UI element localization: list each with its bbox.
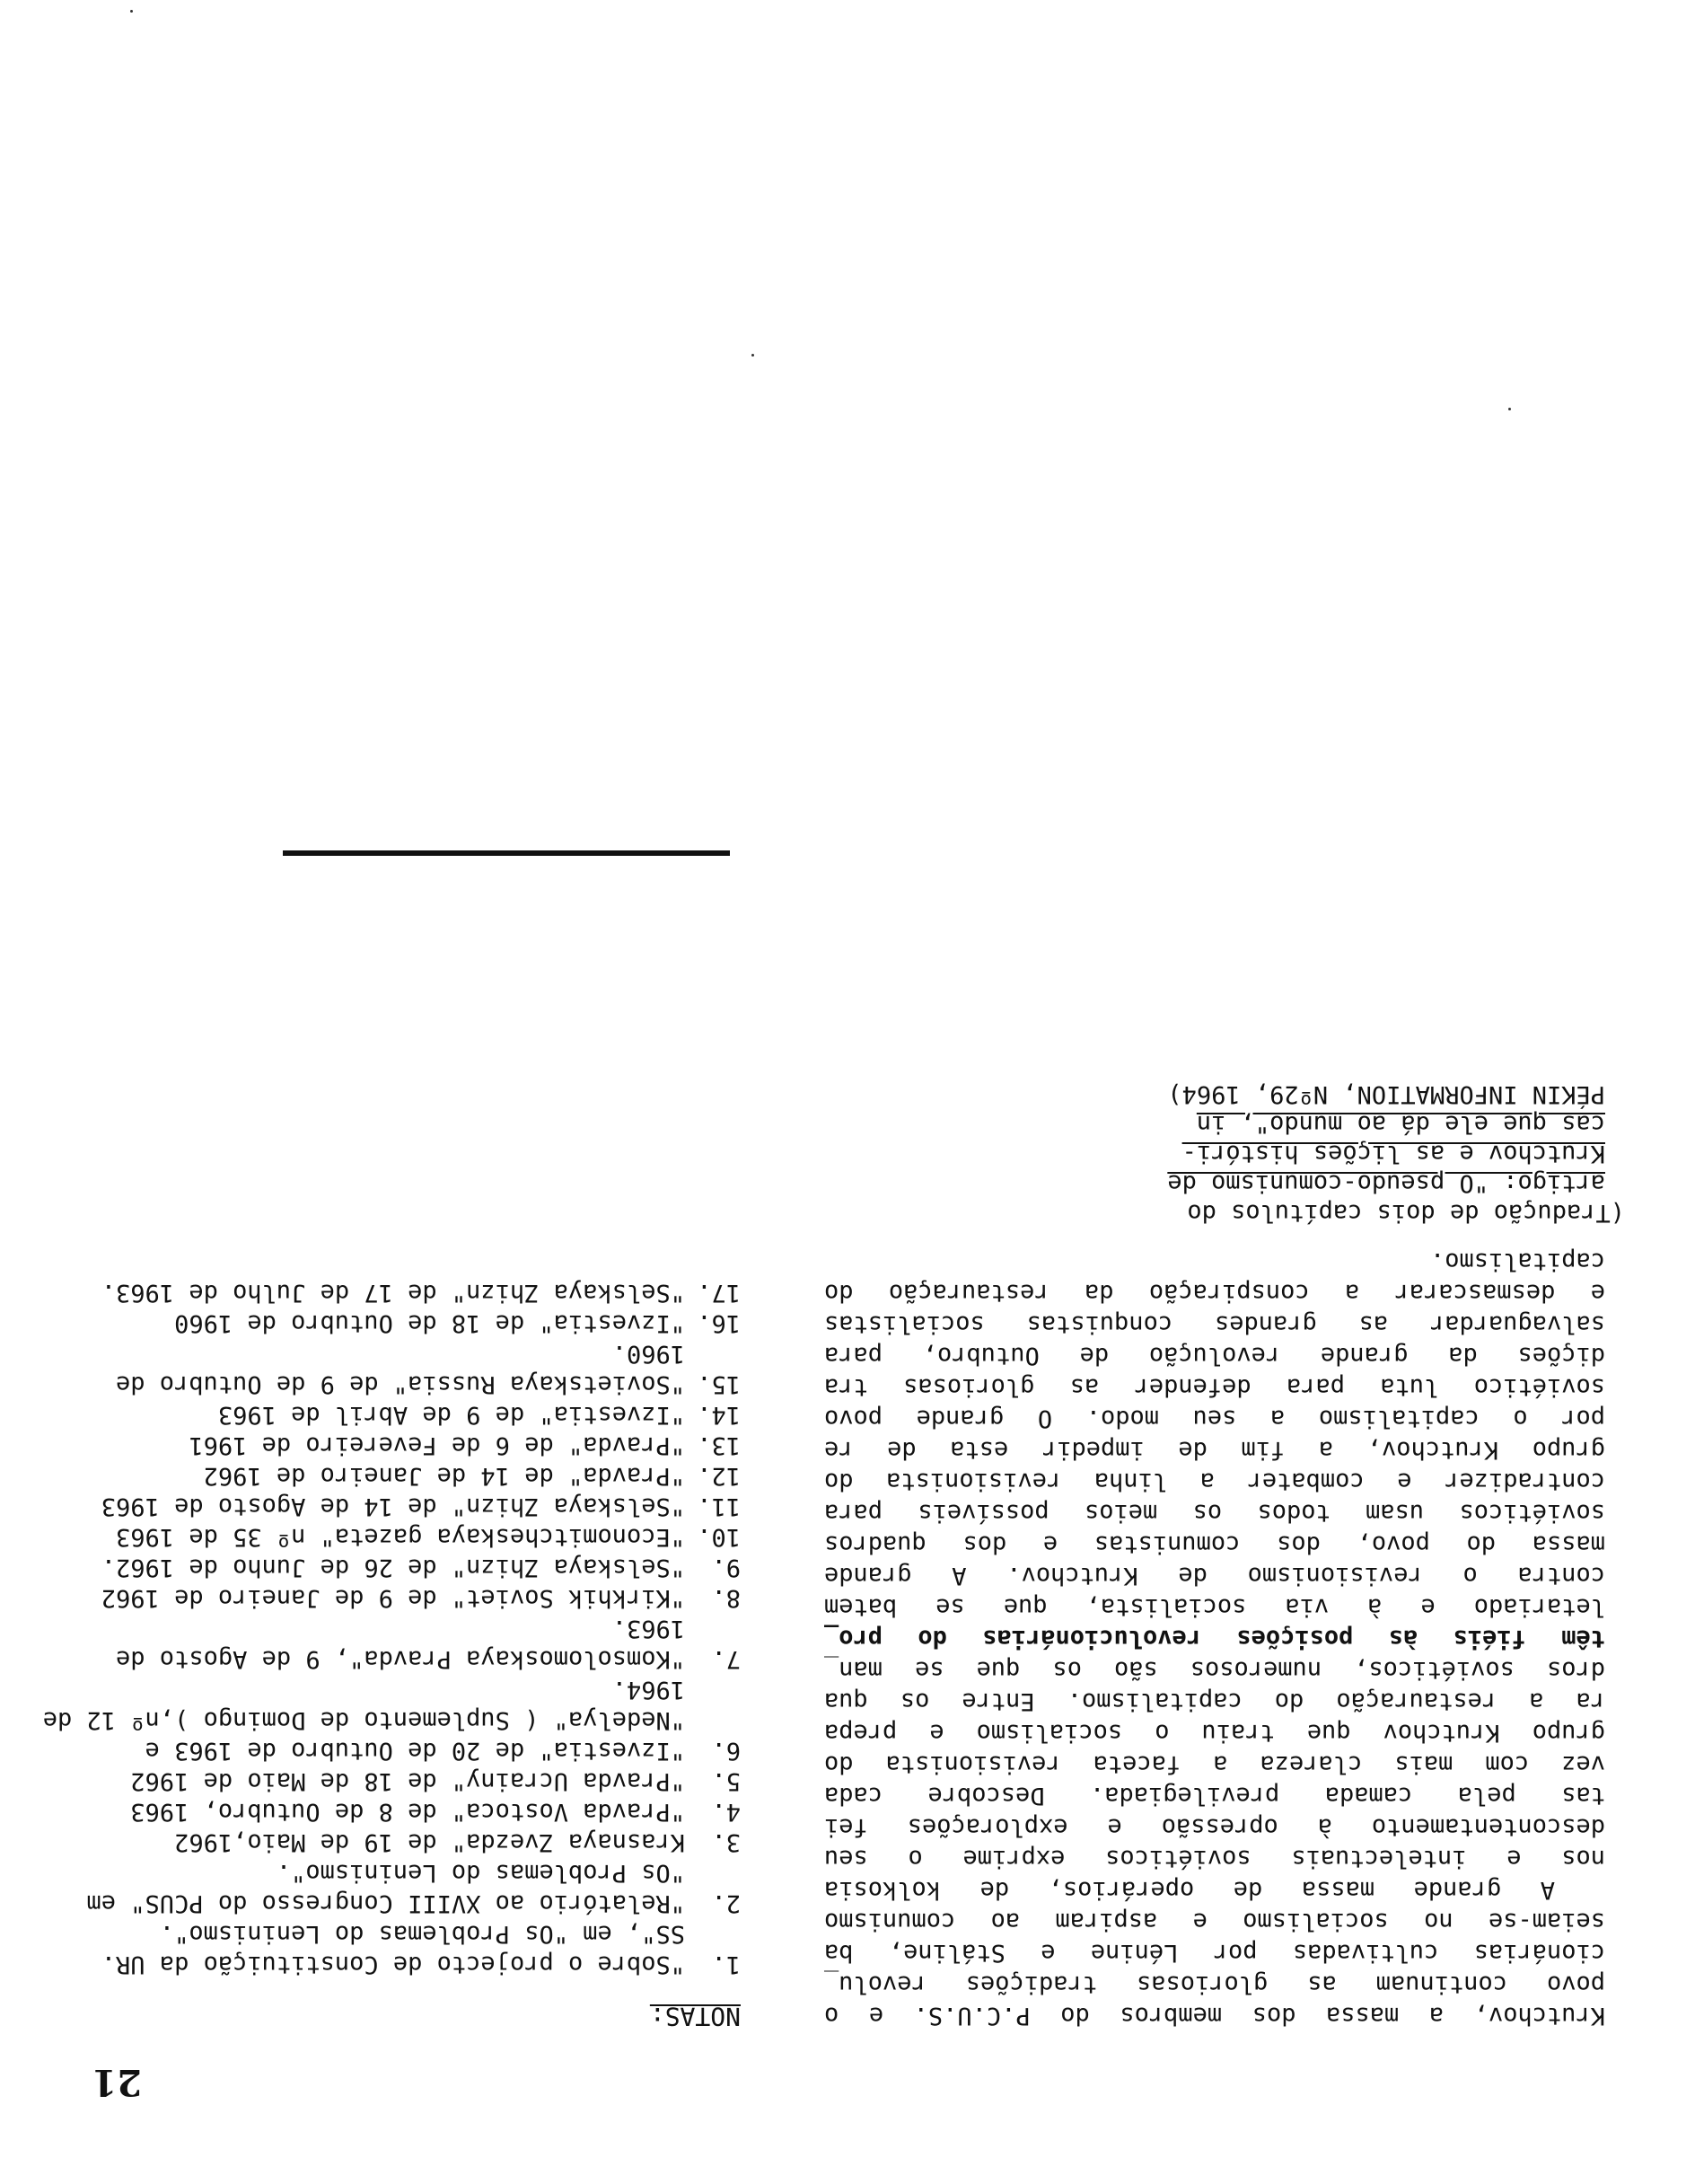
note-number: 8.	[711, 1584, 741, 1612]
note-number: 17.	[697, 1279, 741, 1307]
notes-list	[40, 1277, 741, 1979]
note-item	[40, 1552, 741, 1582]
note-item	[40, 1857, 741, 1918]
note-text: "Pravda Vostoca" de 8 de Outubro, 1963	[130, 1798, 685, 1826]
note-number: 10.	[697, 1523, 741, 1551]
note-text: "Izvestia" de 18 de Outubro de 1960	[174, 1309, 685, 1337]
text-line: soviéticos usam todos os meios possíveis para	[824, 1499, 1605, 1527]
note-text: Krasnaya Zvezda" de 19 de Maio,1962	[174, 1828, 685, 1856]
text-line: têm fiéis às posições revolucionárias do pro_	[824, 1625, 1605, 1652]
note-number: 4.	[711, 1798, 741, 1826]
text-line: A grande massa de operários, de kolkosia	[824, 1876, 1555, 1904]
text-line: ra a restauração do capitalismo. Entre os qua	[824, 1687, 1605, 1715]
text-line: cionárias cultivadas por Lénine e Stáline, ba	[824, 1939, 1605, 1967]
text-line: dições da grande revolução de Outubro, para	[824, 1342, 1605, 1369]
scan-speck	[1508, 408, 1511, 410]
note-number: 11.	[697, 1493, 741, 1520]
note-number: 12.	[697, 1462, 741, 1490]
notes-heading: NOTAS:	[649, 2002, 741, 2031]
notes-column	[40, 1277, 741, 2031]
note-text: "Kirkhik Soviet" de 9 de Janeiro de 1962	[101, 1584, 685, 1612]
text-line: e desmascarar a conspiração da restauração do	[824, 1279, 1605, 1307]
note-number: 14.	[697, 1401, 741, 1429]
text-line: vez com mais clareza a faceta revisionista do	[824, 1750, 1605, 1778]
scan-speck	[751, 354, 754, 357]
note-item	[40, 1399, 741, 1430]
text-line: Krutchov, a massa dos membros do P.C.U.S. e o	[824, 2002, 1605, 2030]
note-item	[40, 1308, 741, 1338]
note-item	[40, 1338, 741, 1399]
text-line: grupo Krutchov que traiu o socialismo e prepa	[824, 1719, 1605, 1747]
note-text: "Izvestia" de 9 de Abril de 1963	[217, 1401, 685, 1429]
note-item	[40, 1918, 741, 1979]
note-text: "Komsolomoskaya Pravda", 9 de Agosto de 1963.	[116, 1615, 685, 1673]
note-number: 1.	[711, 1951, 741, 1978]
text-line: descontentamento à opressão e explorações fei	[824, 1813, 1605, 1841]
note-line: artigo: "O pseudo-comunismo de	[1167, 1169, 1605, 1197]
text-line: contradizer e combater a linha revisionista do	[824, 1467, 1605, 1495]
note-text: "Izvestia" de 20 de Outubro de 1963 e "Nedelya" ( Suplemento de Domingo ),nº 12 de 1964.	[42, 1676, 685, 1765]
note-item	[40, 1491, 741, 1521]
note-line: (Tradução de dois capítulos do	[1187, 1199, 1625, 1227]
text-line: salvaguardar as grandes conquistas socialistas	[824, 1310, 1605, 1338]
text-line: capitalismo.	[1429, 1247, 1605, 1275]
note-line: Krutchov e as lições históri-	[1181, 1140, 1605, 1167]
note-item	[40, 1277, 741, 1308]
text-line: por o capitalismo a seu modo. O grande povo	[824, 1405, 1605, 1432]
note-number: 6.	[711, 1737, 741, 1765]
note-text: "Pravda" de 14 de Janeiro de 1962	[203, 1462, 685, 1490]
text-line: seiam-se no socialismo e aspiram ao comunismo	[824, 1907, 1605, 1935]
note-text: "Selskaya Zhizn" de 14 de Agosto de 1963	[101, 1493, 685, 1520]
note-item	[40, 1582, 741, 1613]
main-text-column	[824, 1079, 1625, 2031]
note-text: "Selskaya Zhizn" de 26 de Junho de 1962.	[101, 1554, 685, 1581]
note-item	[40, 1521, 741, 1552]
note-number: 13.	[697, 1431, 741, 1459]
text-line: dros soviéticos, numerosos são os que se man_	[824, 1656, 1605, 1684]
text-line: massa do povo, dos comunistas e dos quadros	[824, 1530, 1605, 1558]
text-line: tas pela camada previlegiada. Descobre cada	[824, 1782, 1605, 1810]
note-text: "Economitcheskaya gazeta" nº 35 de 1963	[116, 1523, 685, 1551]
note-number: 9.	[711, 1554, 741, 1581]
note-item	[40, 1766, 741, 1796]
note-line: PÉKIN INFORMATION, Nº29, 1964)	[1167, 1080, 1605, 1108]
text-line: nos e intelectuais soviéticos exprime o seu	[824, 1845, 1605, 1872]
note-number: 16.	[697, 1309, 741, 1337]
text-line: povo continuam as gloriosas tradições revolu_	[824, 1970, 1605, 1998]
note-text: "Pravda Ucrainy" de 18 de Maio de 1962	[130, 1767, 685, 1795]
note-number: 2.	[711, 1889, 741, 1917]
note-item	[40, 1613, 741, 1674]
text-line: contra o revisionismo de Krutchov. A grande	[824, 1562, 1605, 1590]
note-line: cas que ele dá ao mundo", in	[1196, 1110, 1605, 1138]
note-text: "Sovietskaya Russia" de 9 de Outubro de 1960.	[116, 1340, 685, 1398]
note-item	[40, 1430, 741, 1460]
page-number: 21	[92, 2061, 142, 2103]
note-item	[40, 1674, 741, 1766]
note-text: "Relatório ao XVIII Congresso do PCUS" em "Os Problemas do Leninismo".	[86, 1859, 685, 1917]
text-line: letariado e à via socialista, que se batem	[824, 1593, 1605, 1621]
section-divider	[283, 850, 730, 856]
note-item	[40, 1796, 741, 1827]
note-item	[40, 1827, 741, 1857]
note-text: "Selskaya Zhizn" de 17 de Julho de 1963.	[101, 1279, 685, 1307]
text-line: grupo Krutchov, a fim de impedir esta de re	[824, 1436, 1605, 1464]
note-item	[40, 1460, 741, 1491]
note-text: "Sobre o projecto de Constituição da UR. SS", em "Os Problemas do Leninismo".	[101, 1920, 685, 1978]
note-number: 5.	[711, 1767, 741, 1795]
note-number: 15.	[697, 1370, 741, 1398]
scan-speck	[130, 10, 133, 13]
translator-note	[824, 1079, 1625, 1228]
note-number: 3.	[711, 1828, 741, 1856]
note-text: "Pravda" de 6 de Fevereiro de 1961	[189, 1431, 685, 1459]
text-line: soviético luta para defender as gloriosas tra	[824, 1373, 1605, 1401]
note-number: 7.	[711, 1645, 741, 1673]
